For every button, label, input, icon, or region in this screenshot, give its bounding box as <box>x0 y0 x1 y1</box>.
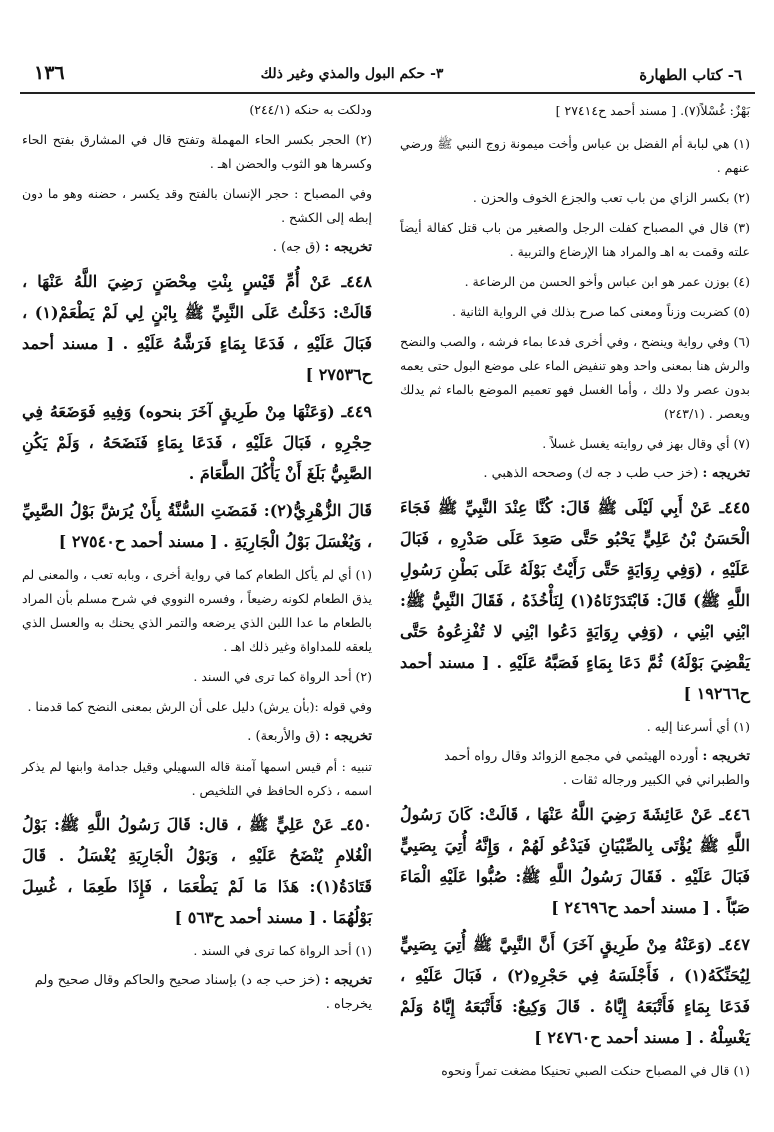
takhrij-text: (ق جه) . <box>272 240 325 255</box>
section-title: ٣- حكم البول والمذي وغير ذلك <box>260 66 444 82</box>
footnote-paragraph: وفي قوله :(بأن يرش) دليل على أن الرش بمعنى النضح كما قدمنا . <box>27 699 372 714</box>
reference-line: بَهْزٌ: غُسْلاً(٧). [ مسند أحمد ح٢٧٤١٤ ] <box>555 103 750 118</box>
takhrij-note <box>22 725 372 749</box>
takhrij-label: تخريجه : <box>324 240 372 255</box>
left-column <box>22 98 372 1023</box>
footnote-paragraph: (١) أحد الرواة كما ترى في السند . <box>193 943 372 958</box>
chapter-title: ٦- كتاب الطهارة <box>639 66 742 84</box>
hadith-text: ٤٤٥ـ عَنْ أَبِي لَيْلَى ﷺ قَالَ: كُنَّا عِنْدَ النَّبِيِّ ﷺ فَجَاءَ الْحَسَنُ بْنُ عَلِيٍّ يَحْبُو حَتَّى صَعِدَ عَلَى صَدْرِهِ ، فَبَالَ عَلَيْهِ ، (وَفِي رِوَايَةٍ حَتَّى رَأَيْتُ بَوْلَهُ عَلَى بَطْنِ رَسُولِ اللَّهِ ﷺ) قَالَ: فَابْتَدَرْنَاهُ(١) لِنَأْخُذَهُ ، فَقَالَ النَّبِيُّ ﷺ: ابْنِي ابْنِي ، (وَفِي رِوَايَةٍ دَعُوا ابْنِي لا تُفْزِعُوهُ حَتَّى يَقْضِيَ بَوْلَهُ) ثُمَّ دَعَا بِمَاءٍ فَصَبَّهُ عَلَيْهِ . [ مسند أحمد ح١٩٢٦٦ ] <box>400 498 751 703</box>
page-header <box>22 60 752 90</box>
footnote-paragraph: وفي المصباح : حجر الإنسان بالفتح وقد يكسر ، حضنه وهو ما دون إبطه إلى الكشح . <box>22 186 372 225</box>
footnote-paragraph: ودلكت به حنكه (٢٤٤/١) <box>249 102 372 117</box>
hadith-text: ٤٤٩ـ (وَعَنْهَا مِنْ طَرِيقٍ آخَرَ بنحوه) وَفِيهِ فَوَضَعَهُ فِي حِجْرِهِ ، فَبَالَ عَلَيْهِ ، فَدَعَا بِمَاءٍ فَنَضَحَهُ ، وَلَمْ يَكُنِ الصَّبِيُّ بَلَغَ أَنْ يَأْكُلَ الطَّعَامَ . <box>22 402 372 483</box>
footnote-paragraph: (١) هي لبابة أم الفضل بن عباس وأخت ميمونة زوج النبي ﷺ ورضي عنهم . <box>400 136 750 175</box>
footnote-paragraph: (٦) وفي رواية وينضح ، وفي أخرى فدعا بماء فرشه ، والصب والنضح والرش هنا بمعنى واحد وهو تنفيض الماء على موضع البول حتى يعمه بدون عصر ولا دلك ، وأما الغسل فهو تعميم الموضع بالماء ثم يدلك ويعصر . (٢٤٣/١) <box>400 334 750 421</box>
takhrij-note <box>22 236 372 260</box>
footnote-paragraph: (٢) الحجر بكسر الحاء المهملة وتفتح قال في المشارق بفتح الحاء وكسرها هو الثوب والحضن اهـ . <box>22 132 372 171</box>
footnote-paragraph: (١) أي لم يأكل الطعام كما في رواية أخرى ، وبابه تعب ، والمعنى لم يذق الطعام لكونه رضيعاً ، وفسره النووي في شرح مسلم بأن المراد بالطعام ما عدا اللبن الذي يرضعه والتمر الذي يحنك به والعسل الذي يلعقه للمداواة وغير ذلك اهـ . <box>22 567 372 654</box>
footnote-paragraph: (٢) بكسر الزاي من باب تعب والجزع الخوف والحزن . <box>472 190 750 205</box>
footnote-paragraph: (١) قال في المصباح حنكت الصبي تحنيكا مضغت تمراً ونحوه <box>441 1063 750 1078</box>
takhrij-label: تخريجه : <box>702 749 750 764</box>
hadith-text: ٤٤٦ـ عَنْ عَائِشَةَ رَضِيَ اللَّهُ عَنْهَا ، قَالَتْ: كَانَ رَسُولُ اللَّهِ ﷺ يُؤْتَى بِالصِّبْيَانِ فَيَدْعُو لَهُمْ ، وَإِنَّهُ أُتِيَ بِصَبِيٍّ فَبَالَ عَلَيْهِ . فَقَالَ رَسُولُ اللَّهِ ﷺ: صُبُّوا عَلَيْهِ الْمَاءَ صَبّاً . [ مسند أحمد ح٢٤٦٩٦ ] <box>400 805 750 917</box>
takhrij-text: (ق والأربعة) . <box>247 729 325 744</box>
takhrij-note <box>400 745 750 793</box>
takhrij-text: (خز حب جه د) بإسناد صحيح والحاكم وقال صحيح ولم يخرجاه . <box>34 973 372 1012</box>
takhrij-label: تخريجه : <box>324 729 372 744</box>
footnote-paragraph: (٣) قال في المصباح كفلت الرجل والصغير من باب قتل كفالة أيضاً علته وقمت به اهـ والمراد هنا الإرضاع والتربية . <box>400 220 750 259</box>
hadith-text: ٤٤٧ـ (وَعَنْهُ مِنْ طَرِيقٍ آخَرَ) أَنَّ النَّبِيَّ ﷺ أُتِيَ بِصَبِيٍّ لِيُحَنِّكَهُ(١) ، فَأَجْلَسَهُ فِي حَجْرِهِ(٢) ، فَبَالَ عَلَيْهِ ، فَدَعَا بِمَاءٍ فَأَتْبَعَهُ إِيَّاهُ . قَالَ وَكِيعٌ: فَأَتْبَعَهُ إِيَّاهُ وَلَمْ يَغْسِلْهُ . [ مسند أحمد ح٢٤٧٦٠ ] <box>400 935 750 1047</box>
takhrij-note <box>22 969 372 1017</box>
footnote-paragraph: (٥) كضربت وزناً ومعنى كما صرح بذلك في الرواية الثانية . <box>452 304 750 319</box>
takhrij-label: تخريجه : <box>324 973 372 988</box>
page-number: ١٣٦ <box>34 62 65 84</box>
right-column <box>400 98 750 1089</box>
footnote-paragraph: (٤) بوزن عمر هو ابن عباس وأخو الحسن من الرضاعة . <box>464 274 750 289</box>
footnote-paragraph: تنبيه : أم قيس اسمها آمنة قاله السهيلي وقيل جدامة وابنها لم يذكر اسمه ، ذكره الحافظ في التلخيص . <box>22 759 372 798</box>
footnote-paragraph: (١) أي أسرعنا إليه . <box>646 719 750 734</box>
hadith-text: ٤٥٠ـ عَنْ عَلِيٍّ ﷺ ، قال: قَالَ رَسُولُ اللَّهِ ﷺ: بَوْلُ الْغُلامِ يُنْضَحُ عَلَيْهِ ، وَبَوْلُ الْجَارِيَةِ يُغْسَلُ . قَالَ قَتَادَةُ(١): هَذَا مَا لَمْ يَطْعَمَا ، فَإِذَا طَعِمَا ، غُسِلَ بَوْلُهُمَا . [ مسند أحمد ح٥٦٣ ] <box>22 815 372 927</box>
takhrij-text: (خز حب طب د جه ك) وصححه الذهبي . <box>483 466 703 481</box>
footnote-paragraph: (٢) أحد الرواة كما ترى في السند . <box>193 669 372 684</box>
footnote-paragraph: (٧) أي وقال بهز في روايته يغسل غسلاً . <box>542 436 750 451</box>
takhrij-note <box>400 462 750 486</box>
hadith-text: قَالَ الزُّهْرِيُّ(٢): فَمَضَتِ السُّنَّةُ بِأَنْ يُرَشَّ بَوْلُ الصَّبِيِّ ، وَيُغْسَلَ بَوْلُ الْجَارِيَةِ . [ مسند أحمد ح٢٧٥٤٠ ] <box>22 501 372 551</box>
header-rule <box>20 92 755 94</box>
hadith-text: ٤٤٨ـ عَنْ أُمِّ قَيْسٍ بِنْتِ مِحْصَنٍ رَضِيَ اللَّهُ عَنْهَا ، قَالَتْ: دَخَلْتُ عَلَى النَّبِيِّ ﷺ بِابْنٍ لِي لَمْ يَطْعَمْ(١) ، فَبَالَ عَلَيْهِ ، فَدَعَا بِمَاءٍ فَرَشَّهُ عَلَيْهِ . [ مسند أحمد ح٢٧٥٣٦ ] <box>22 272 372 384</box>
takhrij-text: أورده الهيثمي في مجمع الزوائد وقال رواه أحمد والطبراني في الكبير ورجاله ثقات . <box>444 749 750 788</box>
takhrij-label: تخريجه : <box>702 466 750 481</box>
